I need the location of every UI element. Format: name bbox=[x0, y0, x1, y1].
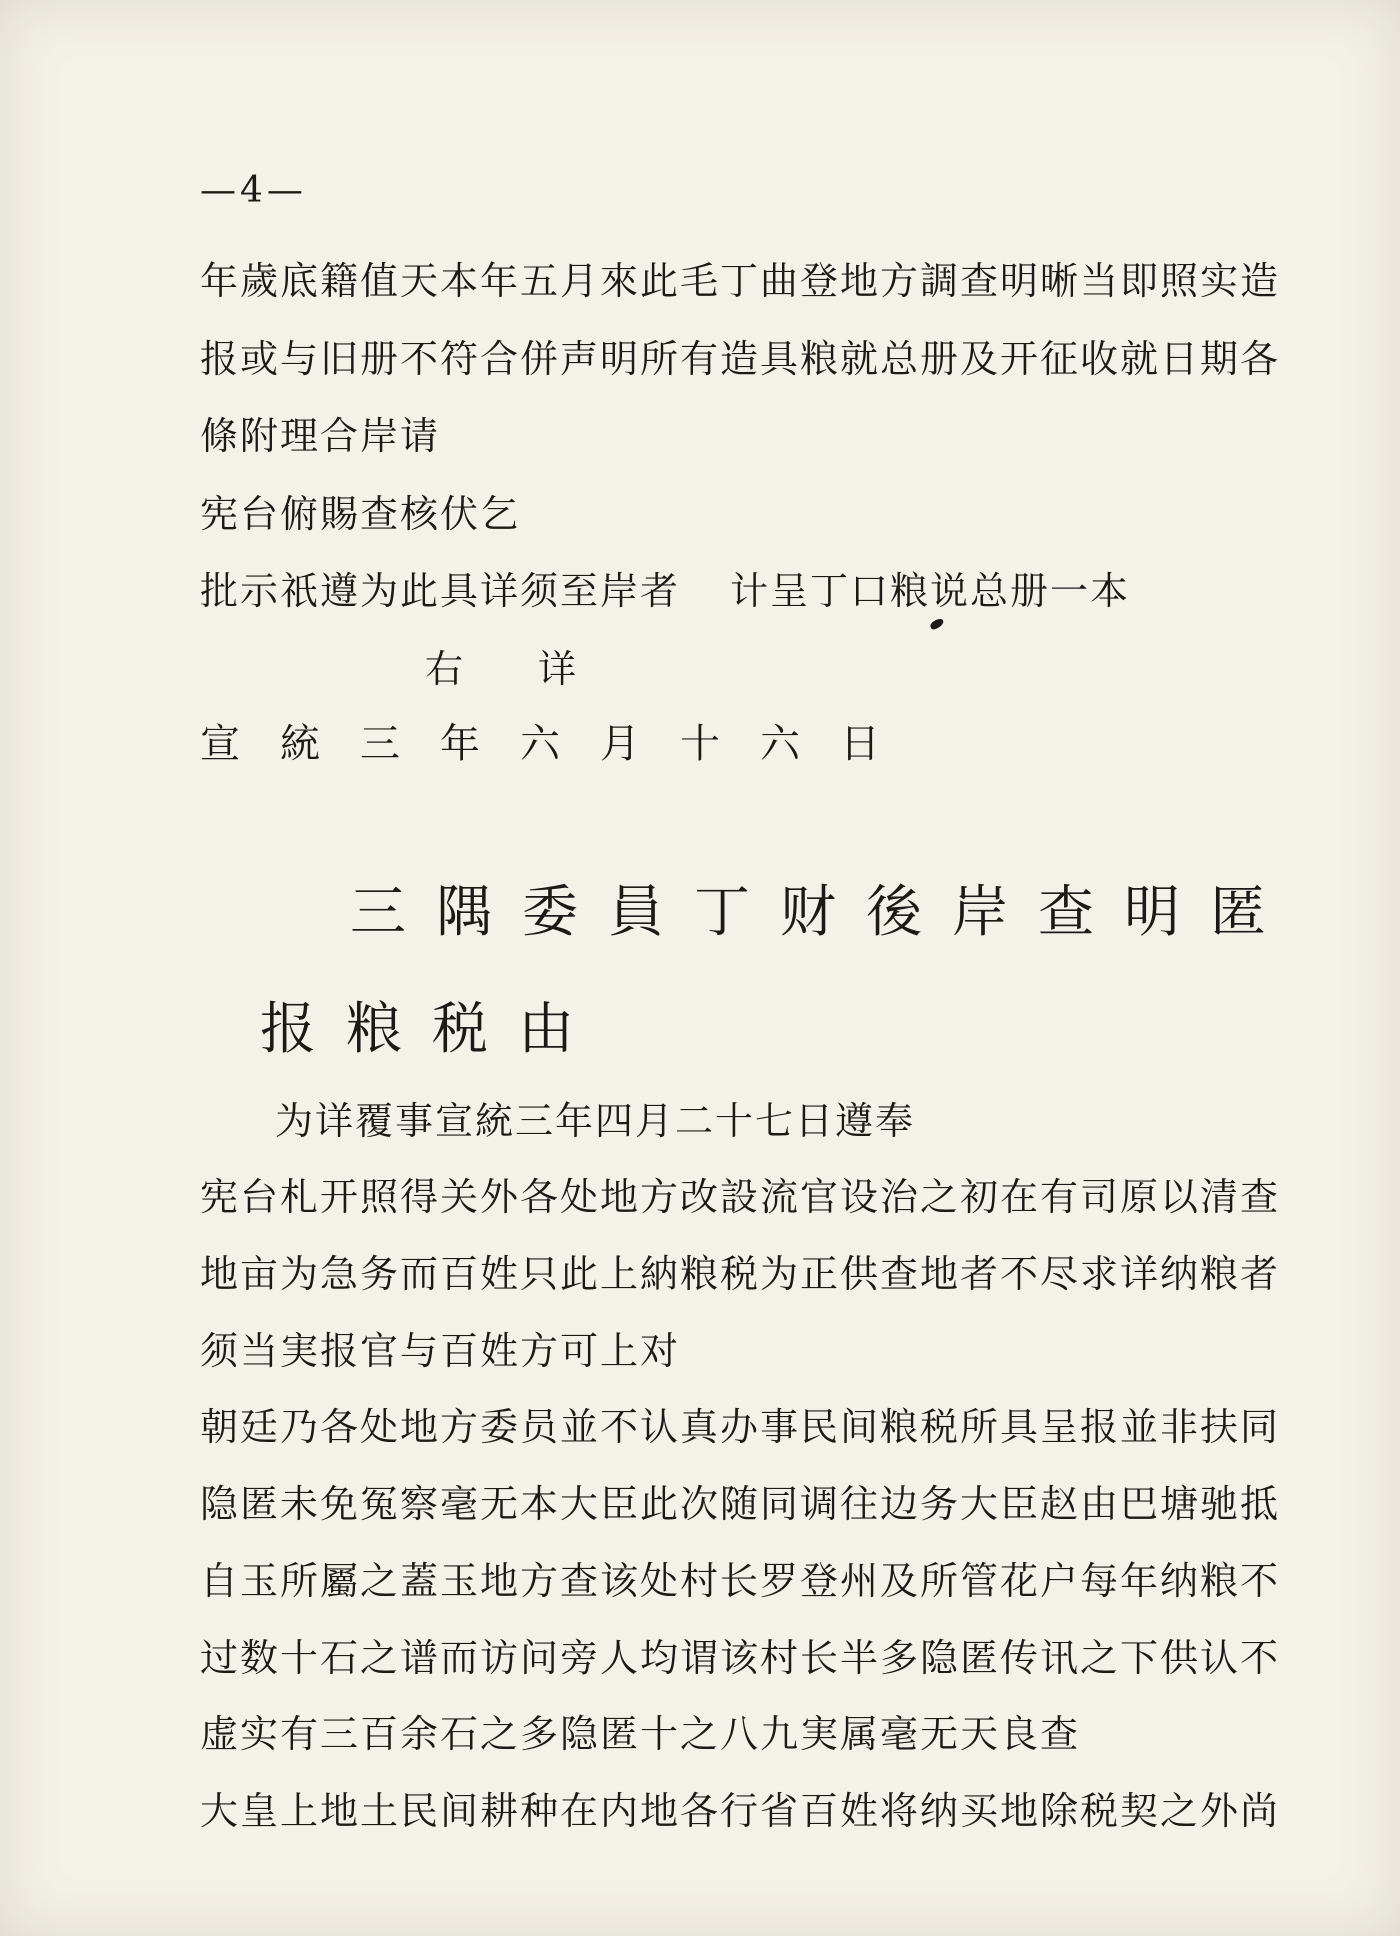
text-line: 虚实有三百余石之多隐匿十之八九実属毫无天良查 bbox=[200, 1712, 1081, 1756]
section-heading-continued: 报粮税由 bbox=[260, 997, 604, 1062]
text-line: 自玉所屬之蓋玉地方查该处村长罗登州及所管花户每年纳粮不 bbox=[200, 1559, 1281, 1603]
text-line: 宪台札开照得关外各处地方改設流官设治之初在有司原以清查 bbox=[200, 1175, 1281, 1219]
page-number: —4— bbox=[200, 170, 307, 211]
text-line: 大皇上地土民间耕种在内地各行省百姓将纳买地除税契之外尚 bbox=[200, 1789, 1281, 1833]
text-line: 报或与旧册不符合併声明所有造具粮就总册及开征收就日期各 bbox=[200, 337, 1281, 381]
text-line: 朝廷乃各处地方委员並不认真办事民间粮税所具呈报並非扶同 bbox=[200, 1405, 1281, 1449]
text-line: 年歲底籍值天本年五月來此毛丁曲登地方調查明晰当即照实造 bbox=[200, 259, 1281, 303]
text-line: 过数十石之谱而访问旁人均谓该村长半多隐匿传讯之下供认不 bbox=[200, 1636, 1281, 1680]
text-line: 隐匿未免冤察毫无本大臣此次随同调往边务大臣赵由巴塘驰抵 bbox=[200, 1482, 1281, 1526]
section-heading: 三隅委員丁财後岸查明匿 bbox=[350, 880, 1296, 945]
document-date: 宣統三年六月十六日 bbox=[200, 721, 920, 767]
text-line: 批示祇遵为此具详须至岸者 bbox=[200, 569, 681, 613]
closing-label-right: 详 bbox=[538, 647, 579, 691]
text-line: 地亩为急务而百姓只此上納粮税为正供查地者不尽求详纳粮者 bbox=[200, 1252, 1281, 1296]
text-line: 宪台俯賜查核伏乞 bbox=[200, 492, 521, 536]
ink-speck bbox=[929, 617, 945, 630]
attachment-note: 计呈丁口粮说总册一本 bbox=[730, 569, 1131, 613]
text-line: 为详覆事宣統三年四月二十七日遵奉 bbox=[275, 1099, 916, 1143]
closing-label-left: 右 bbox=[425, 647, 466, 691]
text-line: 须当実报官与百姓方可上对 bbox=[200, 1329, 681, 1373]
text-line: 條附理合岸请 bbox=[200, 414, 441, 458]
